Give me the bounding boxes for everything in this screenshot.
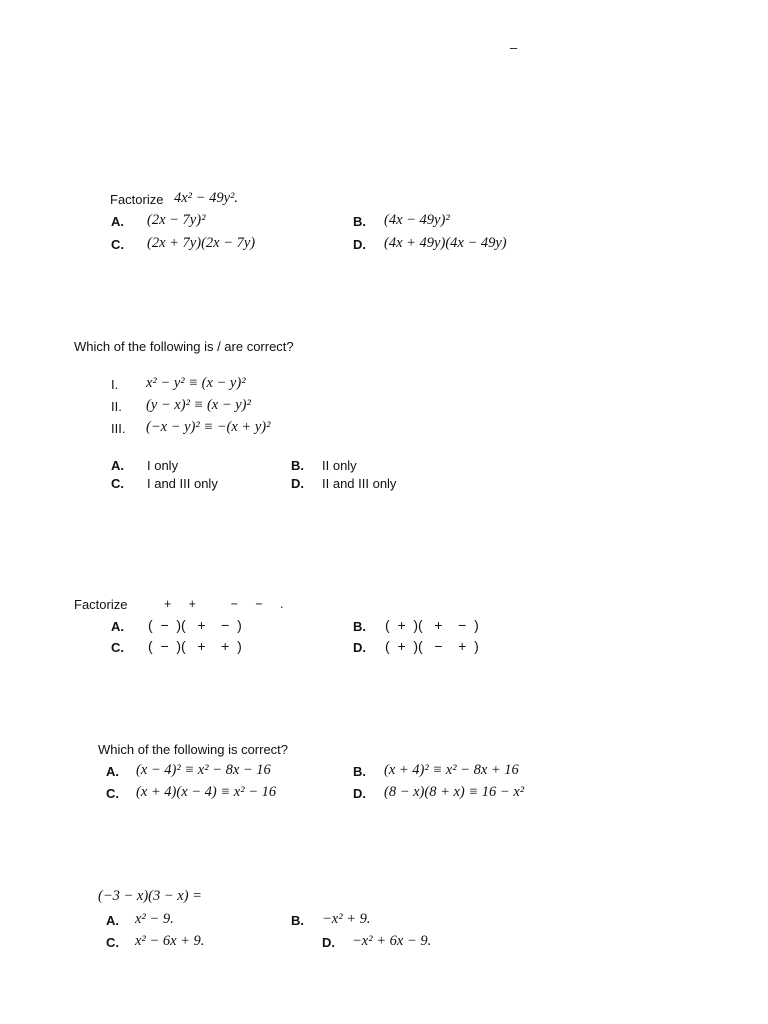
q3-option-b: ( + )( + − ) bbox=[385, 617, 479, 633]
q3-prompt: Factorize bbox=[74, 597, 128, 612]
header-dash: – bbox=[510, 40, 518, 55]
q1-prompt: Factorize bbox=[110, 192, 164, 207]
q1-option-b-letter: B. bbox=[353, 214, 366, 229]
q5-expression: (−3 − x)(3 − x) = bbox=[98, 888, 202, 904]
q2-option-b: II only bbox=[322, 458, 357, 473]
q4-option-a-letter: A. bbox=[106, 764, 119, 779]
q3-option-a: ( − )( + − ) bbox=[148, 617, 242, 633]
q2-option-a-letter: A. bbox=[111, 458, 124, 473]
q3-option-c-letter: C. bbox=[111, 640, 124, 655]
q2-option-b-letter: B. bbox=[291, 458, 304, 473]
q1-option-b: (4x − 49y)² bbox=[384, 212, 450, 228]
q1-option-c: (2x + 7y)(2x − 7y) bbox=[147, 235, 256, 251]
q2-option-a: I only bbox=[147, 458, 179, 473]
q2-prompt: Which of the following is / are correct? bbox=[74, 339, 294, 354]
q3-option-d: ( + )( − + ) bbox=[385, 638, 479, 654]
q1-option-d: (4x + 49y)(4x − 49y) bbox=[384, 235, 507, 251]
q5-option-b-letter: B. bbox=[291, 913, 304, 928]
q4-option-b: (x + 4)² ≡ x² − 8x + 16 bbox=[384, 762, 519, 778]
q2-statement-1-num: I. bbox=[111, 377, 119, 392]
q2-option-c: I and III only bbox=[147, 476, 218, 491]
q2-statement-2-num: II. bbox=[111, 399, 122, 414]
q3-option-c: ( − )( + + ) bbox=[148, 638, 242, 654]
q2-option-d: II and III only bbox=[322, 476, 397, 491]
q4-option-d-letter: D. bbox=[353, 786, 366, 801]
q3-expression: + + − − . bbox=[164, 597, 284, 611]
q2-statement-2: (y − x)² ≡ (x − y)² bbox=[146, 397, 251, 413]
q1-option-a: (2x − 7y)² bbox=[147, 212, 206, 228]
q1-option-d-letter: D. bbox=[353, 237, 366, 252]
q4-option-b-letter: B. bbox=[353, 764, 366, 779]
q4-option-c: (x + 4)(x − 4) ≡ x² − 16 bbox=[136, 784, 277, 800]
q1-option-c-letter: C. bbox=[111, 237, 124, 252]
q5-option-b: −x² + 9. bbox=[322, 911, 371, 927]
q5-option-a: x² − 9. bbox=[135, 911, 174, 927]
q2-statement-3: (−x − y)² ≡ −(x + y)² bbox=[146, 419, 271, 435]
q3-option-b-letter: B. bbox=[353, 619, 366, 634]
q2-statement-1: x² − y² ≡ (x − y)² bbox=[146, 375, 246, 391]
q3-option-a-letter: A. bbox=[111, 619, 124, 634]
q5-option-c: x² − 6x + 9. bbox=[135, 933, 205, 949]
q3-option-d-letter: D. bbox=[353, 640, 366, 655]
q2-option-d-letter: D. bbox=[291, 476, 304, 491]
q2-option-c-letter: C. bbox=[111, 476, 124, 491]
q1-expression: 4x² − 49y². bbox=[174, 190, 238, 206]
q4-option-d: (8 − x)(8 + x) ≡ 16 − x² bbox=[384, 784, 525, 800]
q4-prompt: Which of the following is correct? bbox=[98, 742, 289, 757]
q2-statement-3-num: III. bbox=[111, 421, 126, 436]
q4-option-c-letter: C. bbox=[106, 786, 119, 801]
q5-option-d: −x² + 6x − 9. bbox=[352, 933, 432, 949]
q4-option-a: (x − 4)² ≡ x² − 8x − 16 bbox=[136, 762, 271, 778]
q5-option-d-letter: D. bbox=[322, 935, 335, 950]
q1-option-a-letter: A. bbox=[111, 214, 124, 229]
q5-option-a-letter: A. bbox=[106, 913, 119, 928]
q5-option-c-letter: C. bbox=[106, 935, 119, 950]
